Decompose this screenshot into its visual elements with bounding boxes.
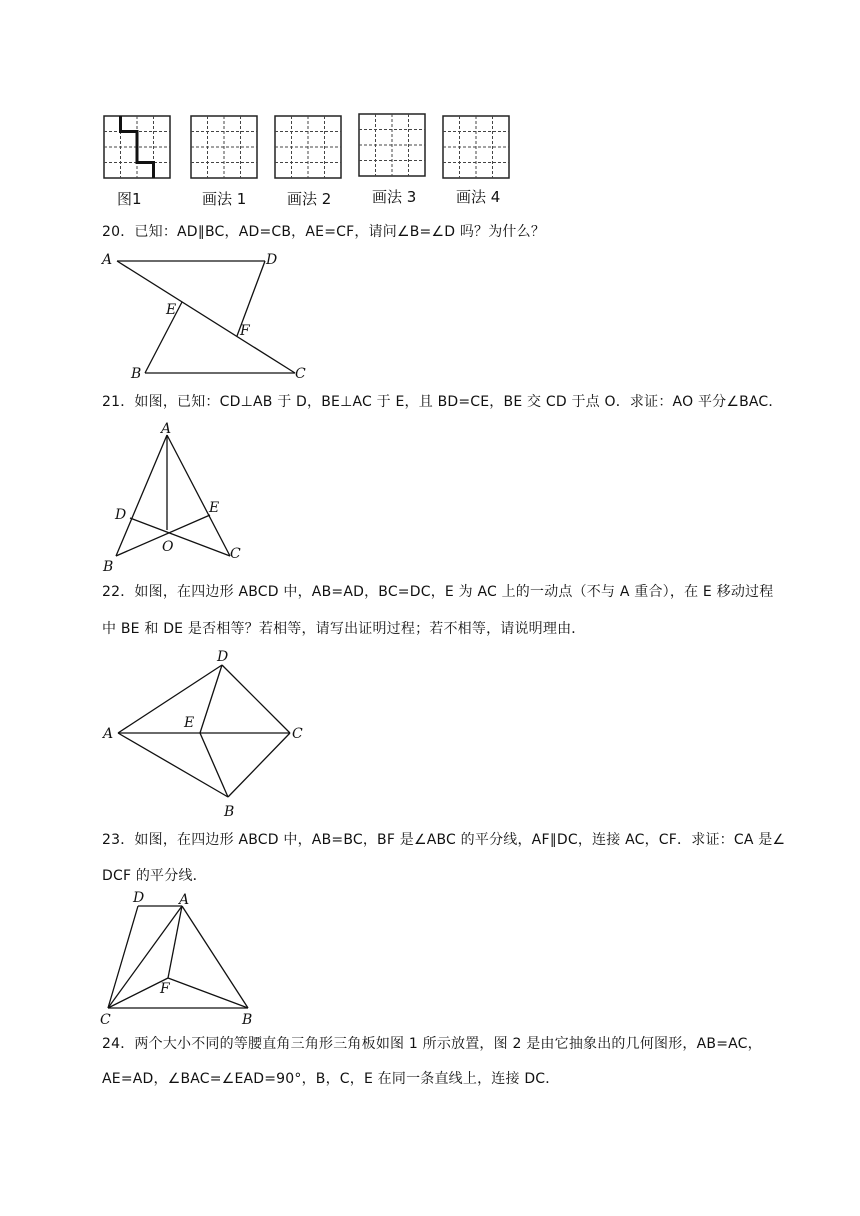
- q20-label-E: E: [166, 302, 177, 318]
- q20-label-C: C: [295, 366, 306, 382]
- grid-figures-row: [0, 0, 860, 220]
- q22-label-D: D: [217, 649, 229, 665]
- grid-figure-method-4: [443, 116, 509, 178]
- q20-label-D: D: [266, 252, 278, 268]
- question-23-figure: [98, 890, 268, 1030]
- q20-label-B: B: [131, 366, 142, 382]
- question-23-line-1: 23．如图，在四边形 ABCD 中，AB=BC，BF 是∠ABC 的平分线，AF∥DC，连接 AC，CF．求证：CA 是∠: [102, 832, 786, 848]
- q22-label-A: A: [103, 726, 114, 742]
- q23-label-A: A: [179, 892, 190, 908]
- question-21-text: 21．如图，已知：CD⊥AB 于 D，BE⊥AC 于 E，且 BD=CE，BE 交 CD 于点 O．求证：AO 平分∠BAC．: [102, 394, 783, 410]
- question-24-line-2: AE=AD，∠BAC=∠EAD=90°，B，C，E 在同一条直线上，连接 DC．: [102, 1071, 560, 1087]
- question-24-line-1: 24．两个大小不同的等腰直角三角形三角板如图 1 所示放置，图 2 是由它抽象出的几何图形，AB=AC，: [102, 1036, 762, 1052]
- question-22-line-1: 22．如图，在四边形 ABCD 中，AB=AD，BC=DC，E 为 AC 上的一动点（不与 A 重合），在 E 移动过程: [102, 584, 774, 600]
- q20-label-F: F: [240, 323, 250, 339]
- q22-label-E: E: [184, 715, 195, 731]
- grid-caption-4: 画法 3: [372, 188, 417, 206]
- question-22-figure: [100, 645, 310, 820]
- q21-label-B: B: [103, 559, 114, 575]
- q23-label-B: B: [242, 1012, 253, 1028]
- question-21-figure: [100, 418, 250, 573]
- grid-caption-3: 画法 2: [287, 190, 332, 208]
- grid-caption-2: 画法 1: [202, 190, 247, 208]
- grid-caption-1: 图1: [117, 190, 142, 208]
- q23-label-C: C: [100, 1012, 111, 1028]
- q23-label-F: F: [160, 981, 170, 997]
- question-22-line-2: 中 BE 和 DE 是否相等？若相等，请写出证明过程；若不相等，请说明理由．: [102, 621, 586, 637]
- q21-label-D: D: [115, 507, 127, 523]
- q21-label-A: A: [161, 421, 172, 437]
- grid-caption-5: 画法 4: [456, 188, 501, 206]
- question-20-figure: [100, 250, 310, 382]
- q21-label-C: C: [230, 546, 241, 562]
- grid-figure-method-3: [359, 114, 425, 176]
- q21-label-E: E: [209, 500, 220, 516]
- question-23-line-2: DCF 的平分线．: [102, 868, 207, 884]
- q20-label-A: A: [102, 252, 113, 268]
- grid-figure-method-1: [191, 116, 257, 178]
- q22-label-B: B: [224, 804, 235, 820]
- q23-label-D: D: [133, 890, 145, 906]
- question-20-text: 20．已知：AD∥BC，AD=CB，AE=CF，请问∠B=∠D 吗？为什么？: [102, 224, 546, 240]
- grid-figure-1: [104, 116, 170, 178]
- grid-figure-method-2: [275, 116, 341, 178]
- q22-label-C: C: [292, 726, 303, 742]
- q21-label-O: O: [162, 539, 174, 555]
